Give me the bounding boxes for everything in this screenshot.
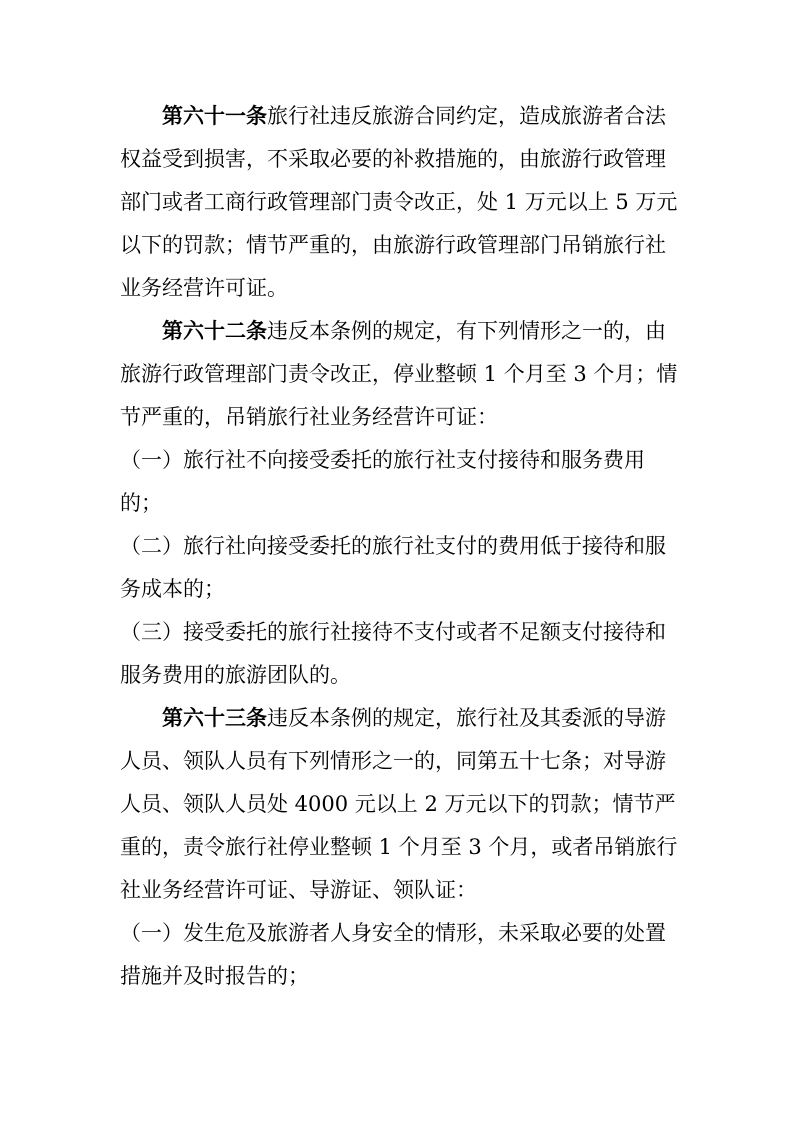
article-61-text: 旅行社违反旅游合同约定，造成旅游者合法 [267,104,666,128]
article-63-line: 人员、领队人员处 4000 元以上 2 万元以下的罚款；情节严 [120,792,676,816]
article-62-heading: 第六十二条 [162,318,267,343]
article-63-item-1-line-2: 措施并及时报告的； [120,964,309,988]
article-62-item-3-line-2: 服务费用的旅游团队的。 [120,663,351,687]
article-61-line: 权益受到损害，不采取必要的补救措施的，由旅游行政管理 [120,147,666,171]
article-63-item-1-line-1: （一）发生危及旅游者人身安全的情形，未采取必要的处置 [120,921,666,945]
article-63-line: 人员、领队人员有下列情形之一的，同第五十七条；对导游 [120,749,666,773]
article-62-item-1-line-1: （一）旅行社不向接受委托的旅行社支付接待和服务费用 [120,448,645,472]
article-62-line: 旅游行政管理部门责令改正，停业整顿 1 个月至 3 个月；情 [120,362,678,386]
article-63-text: 违反本条例的规定，旅行社及其委派的导游 [267,706,666,730]
article-62-item-2-line-1: （二）旅行社向接受委托的旅行社支付的费用低于接待和服 [120,534,666,558]
article-61-line: 业务经营许可证。 [120,276,288,300]
article-62-item-3-line-1: （三）接受委托的旅行社接待不支付或者不足额支付接待和 [120,620,666,644]
article-61-heading: 第六十一条 [162,103,267,128]
article-62-text: 违反本条例的规定，有下列情形之一的，由 [267,319,666,343]
article-62-item-1-line-2: 的； [120,491,162,515]
article-63-line: 社业务经营许可证、导游证、领队证： [120,878,477,902]
article-62-first-line [162,319,666,343]
article-62-item-2-line-2: 务成本的； [120,577,225,601]
article-63-first-line [162,706,666,730]
article-63-heading: 第六十三条 [162,705,267,730]
article-61-line: 部门或者工商行政管理部门责令改正，处 1 万元以上 5 万元 [120,190,678,214]
article-61-first-line [162,104,666,128]
article-62-line: 节严重的，吊销旅行社业务经营许可证： [120,405,498,429]
article-63-line: 重的，责令旅行社停业整顿 1 个月至 3 个月，或者吊销旅行 [120,835,678,859]
article-61-line: 以下的罚款；情节严重的，由旅游行政管理部门吊销旅行社 [120,233,666,257]
